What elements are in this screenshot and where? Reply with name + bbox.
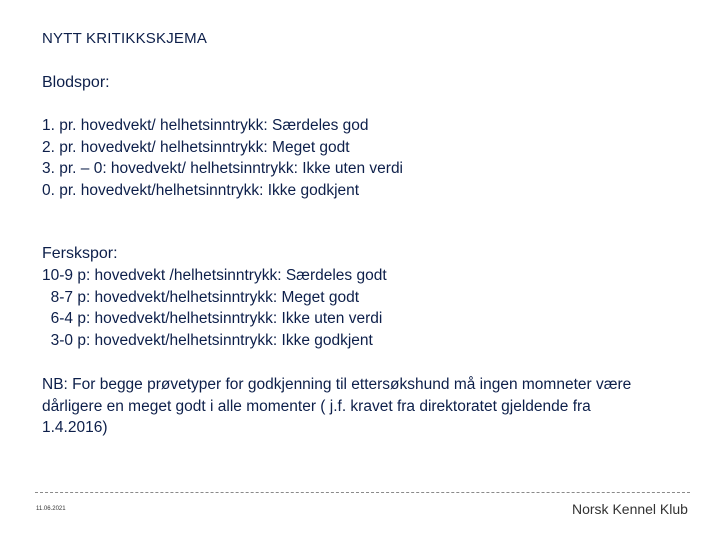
- page-title: NYTT KRITIKKSKJEMA: [42, 30, 208, 47]
- blodspor-line: 1. pr. hovedvekt/ helhetsinntrykk: Særdeles god: [42, 117, 369, 134]
- ferskspor-line: 3-0 p: hovedvekt/helhetsinntrykk: Ikke godkjent: [42, 331, 373, 349]
- ferskspor-heading: Ferskspor:: [42, 245, 118, 262]
- ferskspor-line: 8-7 p: hovedvekt/helhetsinntrykk: Meget godt: [42, 288, 360, 306]
- note-paragraph: NB: For begge prøvetyper for godkjenning til ettersøkshund må ingen momneter være dårligere en meget godt i alle momenter ( j.f. kravet fra direktoratet gjeldende fra 1.4.2016): [42, 376, 632, 436]
- footer-divider: [35, 492, 690, 493]
- blodspor-list: [42, 115, 403, 201]
- blodspor-line: 0. pr. hovedvekt/helhetsinntrykk: Ikke godkjent: [42, 181, 360, 199]
- ferskspor-line: 10-9 p: hovedvekt /helhetsinntrykk: Særdeles godt: [42, 267, 387, 284]
- blodspor-line: 3. pr. – 0: hovedvekt/ helhetsinntrykk: Ikke uten verdi: [42, 160, 404, 177]
- blodspor-heading: Blodspor:: [42, 74, 110, 91]
- ferskspor-list: [42, 265, 387, 351]
- ferskspor-line: 6-4 p: hovedvekt/helhetsinntrykk: Ikke uten verdi: [42, 310, 383, 327]
- footer-date: 11.06.2021: [36, 506, 66, 512]
- blodspor-line: 2. pr. hovedvekt/ helhetsinntrykk: Meget godt: [42, 138, 350, 156]
- norsk-kennel-klub-logo: Norsk Kennel Klub: [572, 501, 688, 517]
